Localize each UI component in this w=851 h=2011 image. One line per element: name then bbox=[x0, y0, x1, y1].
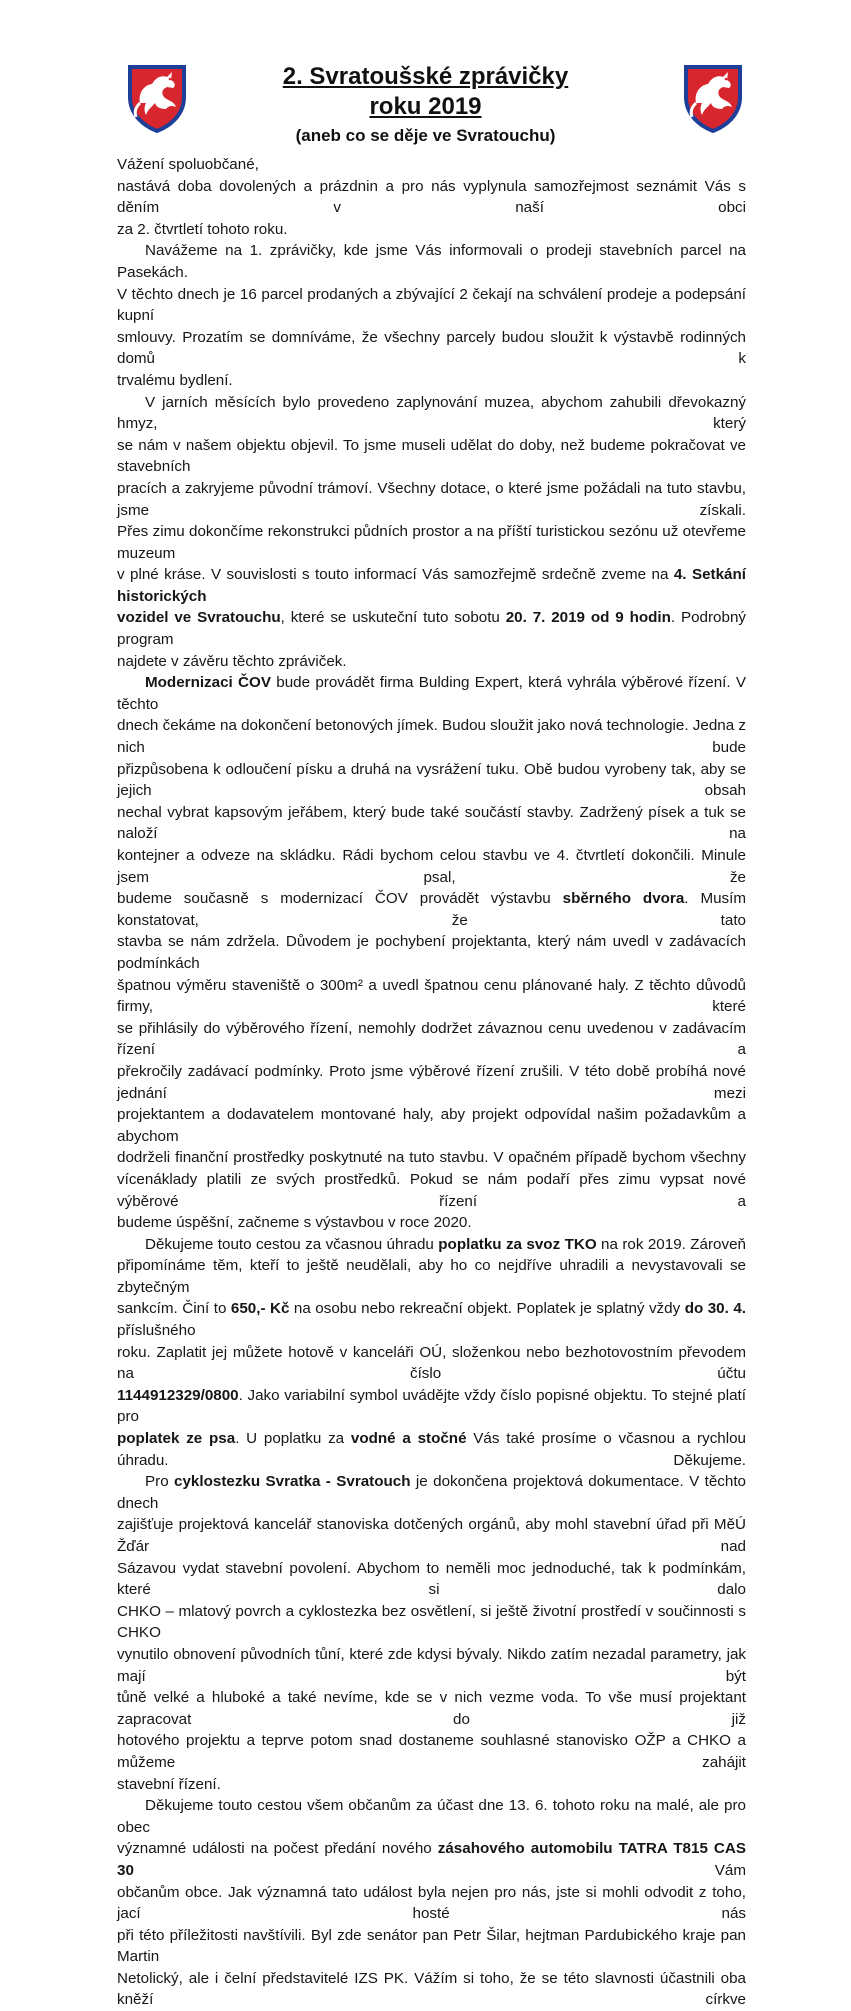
text-line bbox=[117, 1471, 746, 1514]
bold-text: zásahového automobilu TATRA T815 CAS 30 bbox=[117, 1840, 746, 1879]
text-run: Netolický, ale i čelní představitelé IZS PK. Vážím si toho, že se této slavnosti účastnili oba kněží církve bbox=[117, 1969, 746, 2009]
text-run: vícenáklady platili ze svých prostředků. Pokud se nám podaří přes zimu vypsat nové výběrové řízení a bbox=[117, 1170, 746, 1210]
bold-text: 20. 7. 2019 od 9 hodin bbox=[505, 609, 671, 627]
bold-text: 4. Setkání historických bbox=[117, 566, 746, 605]
text-run: překročily zadávací podmínky. Proto jsme výběrové řízení zrušili. V této době probíhá nové jednání mezi bbox=[117, 1062, 746, 1102]
text-line bbox=[117, 1730, 746, 1773]
text-line bbox=[117, 219, 746, 241]
text-line bbox=[117, 1385, 746, 1428]
text-run: , které se uskuteční tuto sobotu bbox=[280, 609, 506, 627]
text-run: v plné kráse. V souvislosti s touto informací Vás samozřejmě srdečně zveme na bbox=[117, 566, 674, 584]
text-run: přizpůsobena k odloučení písku a druhá na vysrážení tuku. Obě budou vyrobeny tak, aby se jejich obsah bbox=[117, 760, 746, 800]
text-line bbox=[117, 1104, 746, 1147]
bold-text: 1144912329/0800 bbox=[117, 1386, 239, 1404]
text-run: Vám bbox=[133, 1861, 746, 1879]
title-line-2: roku 2019 bbox=[369, 93, 482, 120]
text-line bbox=[117, 478, 746, 521]
text-run: Navážeme na 1. zprávičky, kde jsme Vás informovali o prodeji stavebních parcel na Pasekách. bbox=[117, 242, 746, 281]
text-line bbox=[117, 1558, 746, 1601]
text-line bbox=[117, 1018, 746, 1061]
text-run: projektantem a dodavatelem montované haly, aby projekt odpovídal našim požadavkům a abychom bbox=[117, 1106, 746, 1145]
newsletter-subtitle: (aneb co se děje ve Svratouchu) bbox=[295, 126, 556, 145]
text-line bbox=[117, 1795, 746, 1838]
municipal-coat-of-arms-icon bbox=[682, 63, 744, 133]
text-run: při této příležitosti navštívili. Byl zde senátor pan Petr Šilar, hejtman Pardubického kraje pan Martin bbox=[117, 1926, 746, 1966]
text-line bbox=[117, 802, 746, 845]
text-line bbox=[117, 154, 746, 176]
text-run: připomínáme těm, kteří to ještě neudělali, aby ho co nejdříve uhradili a nevystavovali se zbytečným bbox=[117, 1257, 746, 1296]
text-line bbox=[117, 1968, 746, 2011]
text-line bbox=[117, 651, 746, 673]
text-run: Sázavou vydat stavební povolení. Abychom to neměli moc jednoduché, tak k podmínkám, které si dalo bbox=[117, 1559, 746, 1599]
text-run: V jarních měsících bylo provedeno zaplynování muzea, abychom zahubili dřevokazný hmyz, který bbox=[117, 393, 746, 433]
text-run: Pro bbox=[145, 1473, 175, 1491]
title-line-1: 2. Svratoušské zprávičky bbox=[282, 63, 569, 90]
text-line bbox=[117, 370, 746, 392]
text-run: za 2. čtvrtletí tohoto roku. bbox=[117, 220, 288, 238]
text-line bbox=[117, 1255, 746, 1298]
text-line bbox=[117, 176, 746, 219]
bold-text: sběrného dvora bbox=[562, 890, 685, 908]
text-run: Vážení spoluobčané, bbox=[117, 156, 259, 173]
text-run: . Jako variabilní symbol uvádějte vždy číslo popisné objektu. To stejné platí pro bbox=[117, 1386, 746, 1426]
text-run: se nám v našem objektu objevil. To jsme museli udělat do doby, než budeme pokračovat ve stavebních bbox=[117, 436, 746, 476]
text-run: občanům obce. Jak významná tato událost byla nejen pro nás, jste si mohli odvodit z toho, jací hosté nás bbox=[117, 1883, 746, 1923]
text-line bbox=[117, 1169, 746, 1212]
text-line bbox=[117, 392, 746, 435]
text-run: nastává doba dovolených a prázdnin a pro nás vyplynula samozřejmost seznámit Vás s děním v naší obci bbox=[117, 177, 746, 217]
text-run: trvalému bydlení. bbox=[117, 371, 233, 389]
text-run: na osobu nebo rekreační objekt. Poplatek je splatný vždy bbox=[289, 1300, 685, 1318]
bold-text: Modernizaci ČOV bbox=[145, 674, 271, 692]
text-run: dnech čekáme na dokončení betonových jímek. Budou sloužit jako nová technologie. Jedna z nich bude bbox=[117, 717, 746, 757]
text-run: dodrželi finanční prostředky poskytnuté na tuto stavbu. V opačném případě bychom všechny bbox=[117, 1149, 746, 1167]
text-line bbox=[117, 975, 746, 1018]
article-body bbox=[117, 154, 746, 2011]
text-line bbox=[117, 1212, 746, 1234]
text-run: stavební řízení. bbox=[117, 1775, 221, 1793]
text-line bbox=[117, 1147, 746, 1169]
text-run: najdete v závěru těchto zpráviček. bbox=[117, 652, 347, 670]
text-line bbox=[117, 1838, 746, 1881]
text-run: vynutilo obnovení původních tůní, které zde kdysi bývaly. Nikdo zatím nezadal parametry, jak mají být bbox=[117, 1645, 746, 1685]
text-line bbox=[117, 1687, 746, 1730]
text-line bbox=[117, 931, 746, 974]
bold-text: cyklostezku Svratka - Svratouch bbox=[174, 1473, 411, 1491]
bold-text: poplatek ze psa bbox=[117, 1430, 236, 1448]
text-run: roku. Zaplatit jej můžete hotově v kanceláři OÚ, složenkou nebo bezhotovostním převodem na číslo účtu bbox=[117, 1343, 746, 1383]
text-line bbox=[117, 1601, 746, 1644]
text-line bbox=[117, 564, 746, 607]
text-run: Přes zimu dokončíme rekonstrukci půdních prostor a na příští turistickou sezónu už otevřeme muzeum bbox=[117, 523, 746, 562]
bold-text: do 30. 4. bbox=[684, 1300, 746, 1318]
text-line bbox=[117, 672, 746, 715]
newsletter-title bbox=[200, 62, 651, 122]
text-run: Vás také prosíme o včasnou a rychlou úhradu. Děkujeme. bbox=[117, 1430, 747, 1469]
text-line bbox=[117, 327, 746, 370]
bold-text: 650,- Kč bbox=[230, 1300, 290, 1318]
text-run: budeme současně s modernizací ČOV provádět výstavbu bbox=[117, 890, 563, 908]
text-line bbox=[117, 1298, 746, 1341]
text-run: na rok 2019. Zároveň bbox=[596, 1235, 746, 1253]
text-line bbox=[117, 435, 746, 478]
text-run: CHKO – mlatový povrch a cyklostezka bez osvětlení, si ještě životní prostředí v součinnosti s CHKO bbox=[117, 1602, 746, 1642]
text-line bbox=[117, 1882, 746, 1925]
text-line bbox=[117, 888, 746, 931]
text-run: špatnou výměru staveniště o 300m² a uvedl špatnou cenu plánované haly. Z těchto důvodů firmy, které bbox=[117, 976, 746, 1016]
text-run: je dokončena projektová dokumentace. V těchto dnech bbox=[117, 1473, 746, 1512]
text-line bbox=[117, 759, 746, 802]
text-line bbox=[117, 1342, 746, 1385]
municipal-coat-of-arms-icon bbox=[126, 63, 188, 133]
text-line bbox=[117, 1234, 746, 1256]
bold-text: vodné a stočné bbox=[350, 1430, 467, 1448]
text-run: . Podrobný program bbox=[117, 609, 746, 649]
text-run: nechal vybrat kapsovým jeřábem, který bude také součástí stavby. Zadržený písek a tuk se naloží na bbox=[117, 803, 746, 843]
text-run: bude provádět firma Bulding Expert, která vyhrála výběrové řízení. V těchto bbox=[117, 674, 747, 713]
text-run: se přihlásily do výběrového řízení, nemohly dodržet závaznou cenu uvedenou v zadávacím řízení a bbox=[117, 1019, 746, 1059]
text-line bbox=[117, 1774, 746, 1796]
text-line bbox=[117, 1428, 746, 1471]
text-line bbox=[117, 1644, 746, 1687]
text-run: tůně velké a hluboké a také nevíme, kde se v nich vezme voda. To vše musí projektant zapracovat do již bbox=[117, 1689, 746, 1728]
text-run: budeme úspěšní, začneme s výstavbou v roce 2020. bbox=[117, 1214, 472, 1232]
bold-text: poplatku za svoz TKO bbox=[438, 1235, 597, 1253]
text-line bbox=[117, 284, 746, 327]
text-run: zajišťuje projektová kancelář stanoviska dotčených orgánů, aby mohl stavební úřad při MěÚ Žďár nad bbox=[117, 1516, 746, 1555]
text-run: Děkujeme touto cestou všem občanům za účast dne 13. 6. tohoto roku na malé, ale pro obec bbox=[117, 1797, 746, 1836]
text-run: sankcím. Činí to bbox=[117, 1300, 231, 1318]
text-run: pracích a zakryjeme původní trámoví. Všechny dotace, o které jsme požádali na tuto stavbu, jsme získali. bbox=[117, 479, 746, 519]
text-run: stavba se nám zdržela. Důvodem je pochybení projektanta, který nám uvedl v zadávacích podmínkách bbox=[117, 933, 746, 972]
text-line bbox=[117, 1925, 746, 1968]
text-run: . Musím konstatovat, že tato bbox=[117, 890, 747, 929]
text-run: . U poplatku za bbox=[235, 1430, 351, 1448]
text-run: smlouvy. Prozatím se domníváme, že všechny parcely budou sloužit k výstavbě rodinných domů k bbox=[117, 328, 746, 368]
text-line bbox=[117, 607, 746, 650]
text-line bbox=[117, 240, 746, 283]
text-run: kontejner a odveze na skládku. Rádi bychom celou stavbu ve 4. čtvrtletí dokončili. Minule jsem psal, že bbox=[117, 847, 746, 886]
text-line bbox=[117, 715, 746, 758]
text-run: V těchto dnech je 16 parcel prodaných a zbývající 2 čekají na schválení prodeje a podepsání kupní bbox=[117, 285, 746, 325]
text-run: příslušného bbox=[117, 1322, 196, 1340]
text-line bbox=[117, 845, 746, 888]
text-run: Děkujeme touto cestou za včasnou úhradu bbox=[145, 1235, 439, 1253]
text-run: významné události na počest předání nového bbox=[117, 1840, 438, 1858]
text-line bbox=[117, 1514, 746, 1557]
text-line bbox=[117, 1061, 746, 1104]
bold-text: vozidel ve Svratouchu bbox=[117, 609, 281, 627]
text-run: hotového projektu a teprve potom snad dostaneme souhlasné stanovisko OŽP a CHKO a můžeme zahájit bbox=[117, 1732, 746, 1771]
text-line bbox=[117, 521, 746, 564]
